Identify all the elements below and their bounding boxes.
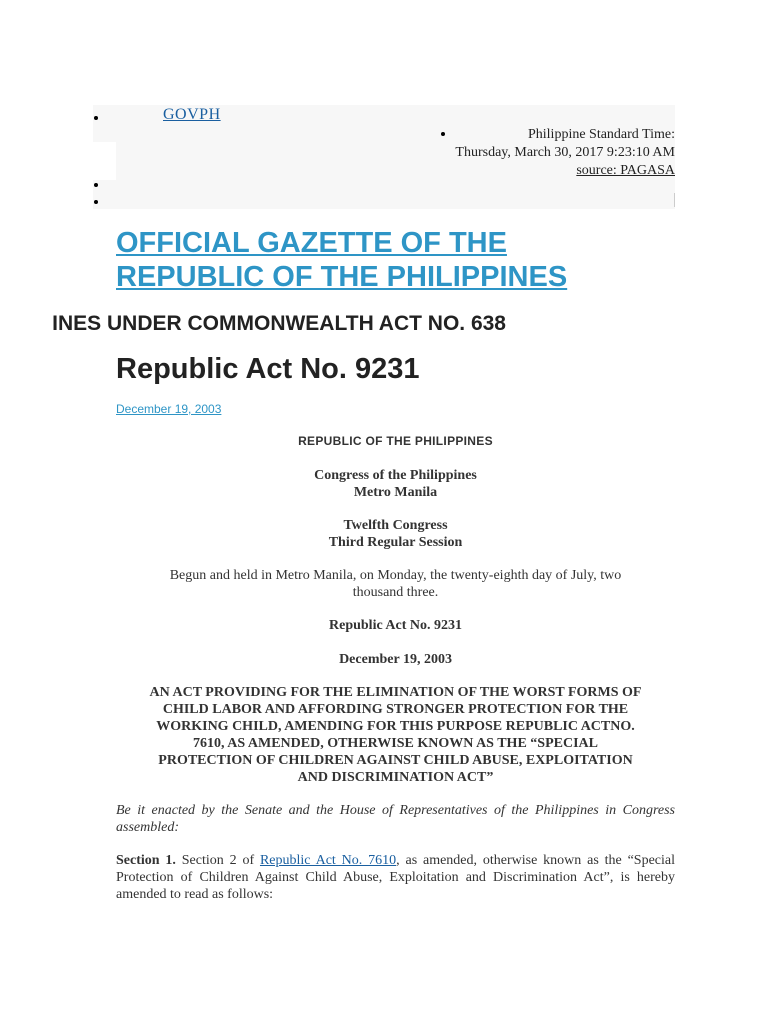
begun-statement [116, 567, 675, 601]
section-1 [116, 852, 675, 903]
site-title-link[interactable] [116, 227, 567, 293]
act-title-line: 7610, AS AMENDED, OTHERWISE KNOWN AS THE “SPECIAL [193, 736, 598, 751]
site-title-line1: OFFICIAL GAZETTE OF THE [116, 227, 507, 259]
congress-name: Congress of the Philippines [314, 468, 477, 483]
top-bar-edge [674, 193, 675, 207]
enacting-clause: Be it enacted by the Senate and the House of Representatives of the Philippines in Congress assembled: [116, 803, 675, 835]
act-number: Republic Act No. 9231 [329, 618, 462, 633]
act-title-line: AN ACT PROVIDING FOR THE ELIMINATION OF THE WORST FORMS OF [149, 685, 642, 700]
top-bar-gap [93, 142, 116, 180]
begun-line1: Begun and held in Metro Manila, on Monday, the twenty-eighth day of July, two [169, 568, 622, 583]
section-1-pre: Section 2 of [175, 853, 260, 868]
article-date-link[interactable]: December 19, 2003 [116, 402, 222, 416]
act-title-line: WORKING CHILD, AMENDING FOR THIS PURPOSE REPUBLIC ACTNO. [156, 719, 635, 734]
pst-datetime: Thursday, March 30, 2017 9:23:10 AM [455, 145, 675, 160]
govph-link[interactable]: GOVPH [163, 106, 221, 123]
republic-heading: REPUBLIC OF THE PHILIPPINES [298, 434, 493, 448]
bullet-icon [94, 200, 98, 204]
act-title-line: AND DISCRIMINATION ACT” [297, 770, 494, 785]
section-1-post: , as amended, otherwise known as the “Special Protection of Children Against Child Abuse, Exploitation and Discrimination Act”, is hereby amended to read as follows: [116, 853, 675, 902]
article-body [116, 430, 675, 903]
congress-session: Third Regular Session [328, 535, 463, 550]
pst-source-link[interactable]: source: PAGASA [576, 163, 675, 178]
ra-7610-link[interactable]: Republic Act No. 7610 [259, 853, 397, 868]
act-title [116, 684, 675, 786]
bullet-icon [94, 183, 98, 187]
site-title [116, 226, 716, 294]
philippine-standard-time [420, 126, 675, 180]
news-ticker-text[interactable]: INES UNDER COMMONWEALTH ACT NO. 638 [52, 312, 506, 335]
act-date: December 19, 2003 [339, 652, 452, 667]
act-title-line: CHILD LABOR AND AFFORDING STRONGER PROTECTION FOR THE [162, 702, 629, 717]
act-title-line: PROTECTION OF CHILDREN AGAINST CHILD ABUSE, EXPLOITATION [158, 753, 633, 768]
section-1-label: Section 1. [116, 853, 176, 868]
begun-line2: thousand three. [352, 585, 439, 600]
article-title: Republic Act No. 9231 [116, 353, 420, 385]
pst-label: Philippine Standard Time: [527, 127, 675, 142]
bullet-icon [94, 116, 98, 120]
congress-number: Twelfth Congress [343, 518, 448, 533]
site-title-line2: REPUBLIC OF THE PHILIPPINES [116, 261, 568, 293]
congress-location: Metro Manila [353, 485, 438, 500]
news-ticker [0, 310, 768, 338]
